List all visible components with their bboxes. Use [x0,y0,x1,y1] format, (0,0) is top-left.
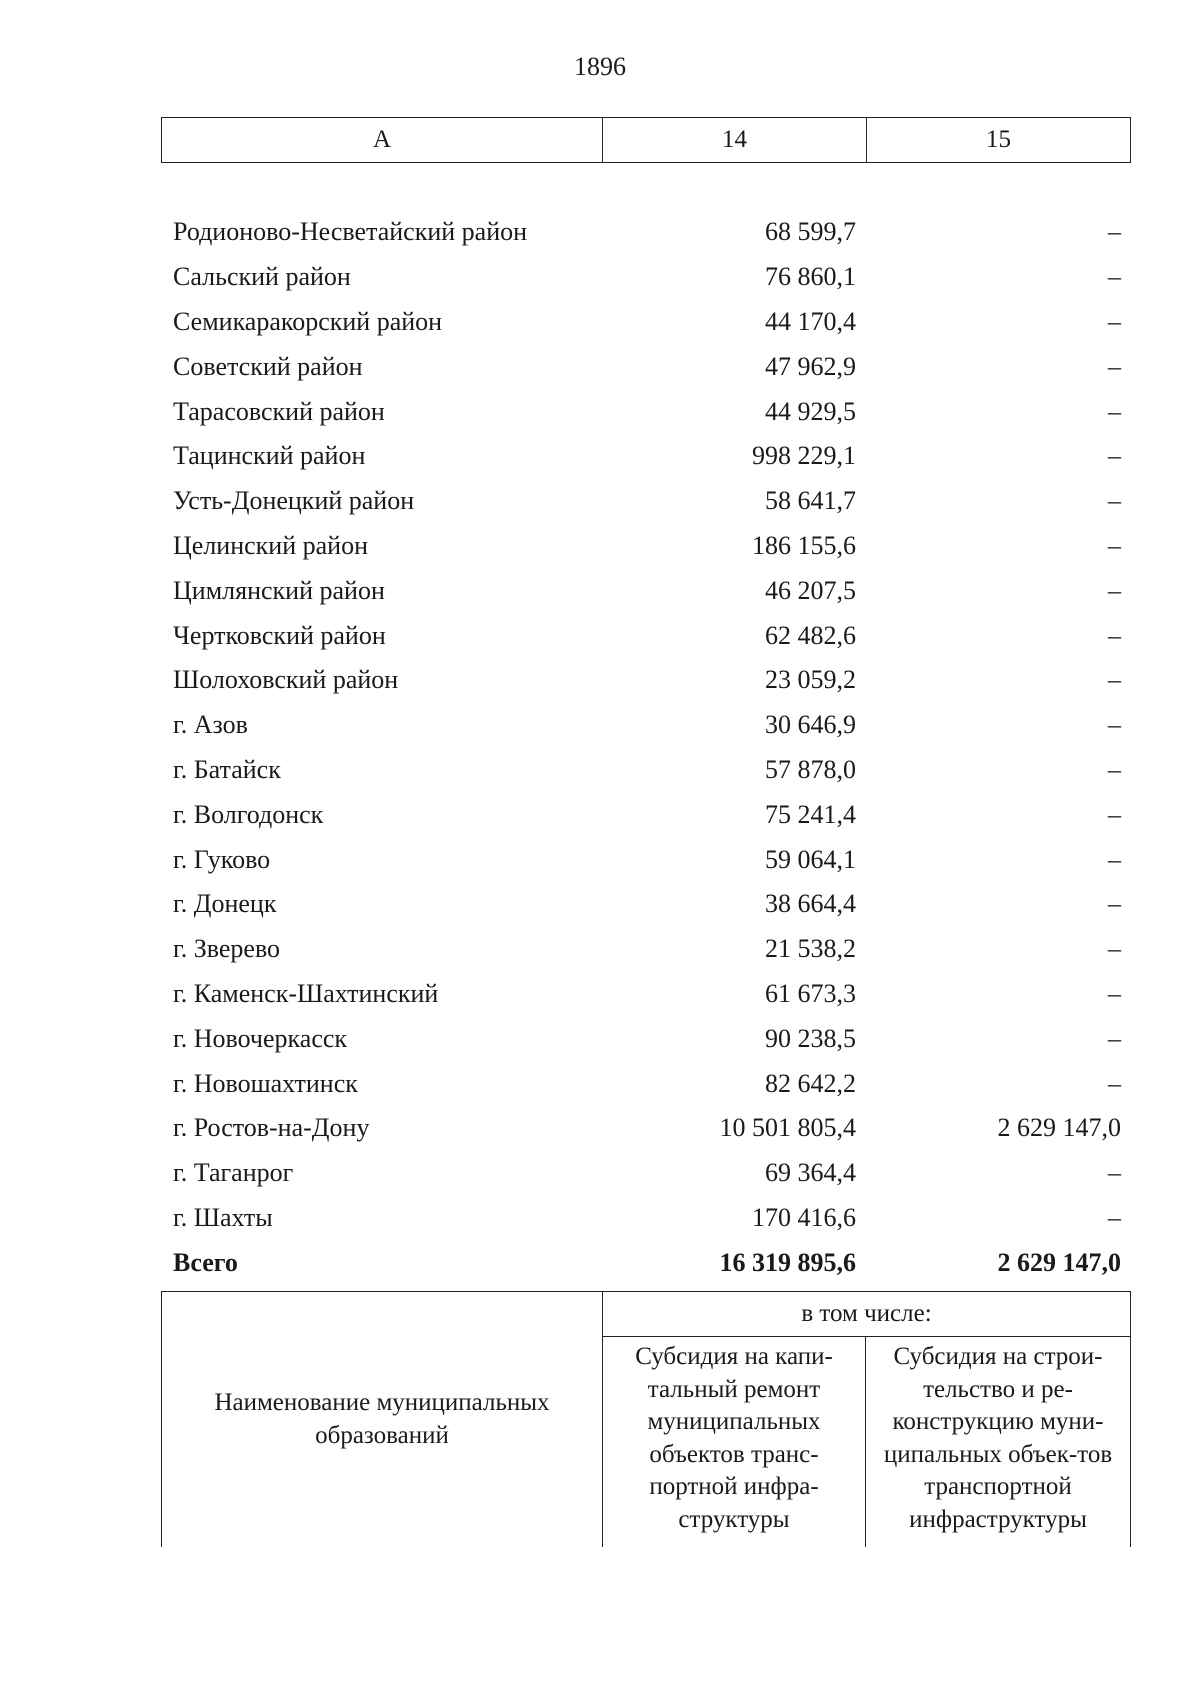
value-col-14: 44 929,5 [765,396,856,426]
municipality-name: Целинский район [173,530,368,560]
value-col-15: – [1108,1023,1121,1053]
total-row [161,1240,1131,1285]
table-row [161,568,1131,613]
value-col-15: – [1108,1202,1121,1232]
table-row [161,434,1131,479]
value-col-14: 57 878,0 [765,754,856,784]
table-header-continued [161,1291,1131,1547]
municipality-name: г. Ростов-на-Дону [173,1113,370,1143]
value-col-14: 30 646,9 [765,710,856,740]
including-group [603,1292,1130,1547]
value-col-14: 75 241,4 [765,799,856,829]
value-col-15: – [1108,844,1121,874]
table-row [161,344,1131,389]
value-col-14: 58 641,7 [765,486,856,516]
table-row [161,210,1131,255]
value-col-14: 59 064,1 [765,844,856,874]
table-row [161,927,1131,972]
table-row [161,882,1131,927]
table-row [161,1106,1131,1151]
value-col-15: – [1108,799,1121,829]
municipality-name: Родионово-Несветайский район [173,217,528,247]
municipality-name: Цимлянский район [173,575,385,605]
municipality-name: г. Волгодонск [173,799,324,829]
value-col-15: – [1108,665,1121,695]
municipality-name: Тарасовский район [173,396,385,426]
value-col-14: 90 238,5 [765,1023,856,1053]
value-col-15: – [1108,934,1121,964]
municipality-name: г. Зверево [173,934,281,964]
value-col-15: 2 629 147,0 [997,1113,1121,1143]
value-col-15: – [1108,441,1121,471]
table-row [161,479,1131,524]
value-col-14: 61 673,3 [765,978,856,1008]
value-col-14: 76 860,1 [765,262,856,292]
municipality-name: г. Гуково [173,844,271,874]
value-col-14: 47 962,9 [765,351,856,381]
municipality-name: Чертковский район [173,620,386,650]
value-col-15: 2 629 147,0 [997,1247,1121,1277]
column-number-header [161,117,1131,163]
table-row [161,703,1131,748]
value-col-15: – [1108,530,1121,560]
table-row [161,1151,1131,1196]
value-col-15: – [1108,486,1121,516]
value-col-15: – [1108,1068,1121,1098]
table-row [161,613,1131,658]
value-col-14: 21 538,2 [765,934,856,964]
subsidy-columns [603,1337,1130,1547]
value-col-15: – [1108,1158,1121,1188]
municipality-name: г. Азов [173,710,248,740]
municipality-name: г. Каменск-Шахтинский [173,978,439,1008]
table-row [161,255,1131,300]
value-col-15: – [1108,217,1121,247]
value-col-14: 46 207,5 [765,575,856,605]
municipality-name: г. Новочеркасск [173,1023,348,1053]
municipality-name: Семикаракорский район [173,306,443,336]
value-col-14: 82 642,2 [765,1068,856,1098]
value-col-14: 998 229,1 [752,441,856,471]
column-14-header: 14 [603,118,867,162]
table-row [161,389,1131,434]
value-col-14: 69 364,4 [765,1158,856,1188]
value-col-14: 10 501 805,4 [719,1113,856,1143]
municipality-name-header: Наименование муниципальных образований [162,1292,603,1547]
table-row [161,748,1131,793]
municipality-name: Усть-Донецкий район [173,486,415,516]
table-row [161,300,1131,345]
value-col-15: – [1108,575,1121,605]
value-col-14: 68 599,7 [765,217,856,247]
value-col-14: 186 155,6 [752,530,856,560]
value-col-14: 170 416,6 [752,1202,856,1232]
table-row [161,972,1131,1017]
value-col-15: – [1108,351,1121,381]
value-col-14: 23 059,2 [765,665,856,695]
municipality-name: Всего [173,1247,238,1277]
value-col-15: – [1108,889,1121,919]
table-row [161,1196,1131,1241]
value-col-15: – [1108,396,1121,426]
table-row [161,837,1131,882]
value-col-15: – [1108,620,1121,650]
value-col-15: – [1108,978,1121,1008]
column-a-header: А [162,118,603,162]
municipality-name: Шолоховский район [173,665,399,695]
value-col-15: – [1108,710,1121,740]
value-col-14: 38 664,4 [765,889,856,919]
capital-repair-subsidy-header: Субсидия на капи-тальный ремонт муниципальных объектов транс-портной инфра-структуры [603,1337,866,1547]
municipality-name: г. Таганрог [173,1158,294,1188]
municipality-name: Тацинский район [173,441,366,471]
table-row [161,524,1131,569]
page-number: 1896 [574,52,626,81]
municipality-name: Сальский район [173,262,351,292]
municipality-name: г. Батайск [173,754,281,784]
table-row [161,792,1131,837]
construction-subsidy-header: Субсидия на строи-тельство и ре-конструкцию муни-ципальных объек-тов транспортной инфраструктуры [883,1343,1113,1533]
table-row [161,658,1131,703]
value-col-15: – [1108,262,1121,292]
table-row [161,1016,1131,1061]
value-col-15: – [1108,306,1121,336]
municipality-name: г. Новошахтинск [173,1068,358,1098]
value-col-14: 44 170,4 [765,306,856,336]
table-row [161,1061,1131,1106]
value-col-14: 16 319 895,6 [719,1247,856,1277]
column-15-header: 15 [986,126,1011,153]
municipality-name: Советский район [173,351,363,381]
value-col-14: 62 482,6 [765,620,856,650]
municipality-name: г. Донецк [173,889,277,919]
value-col-15: – [1108,754,1121,784]
table-body [161,210,1131,1285]
municipality-name: г. Шахты [173,1202,273,1232]
including-label: в том числе: [603,1292,1130,1337]
